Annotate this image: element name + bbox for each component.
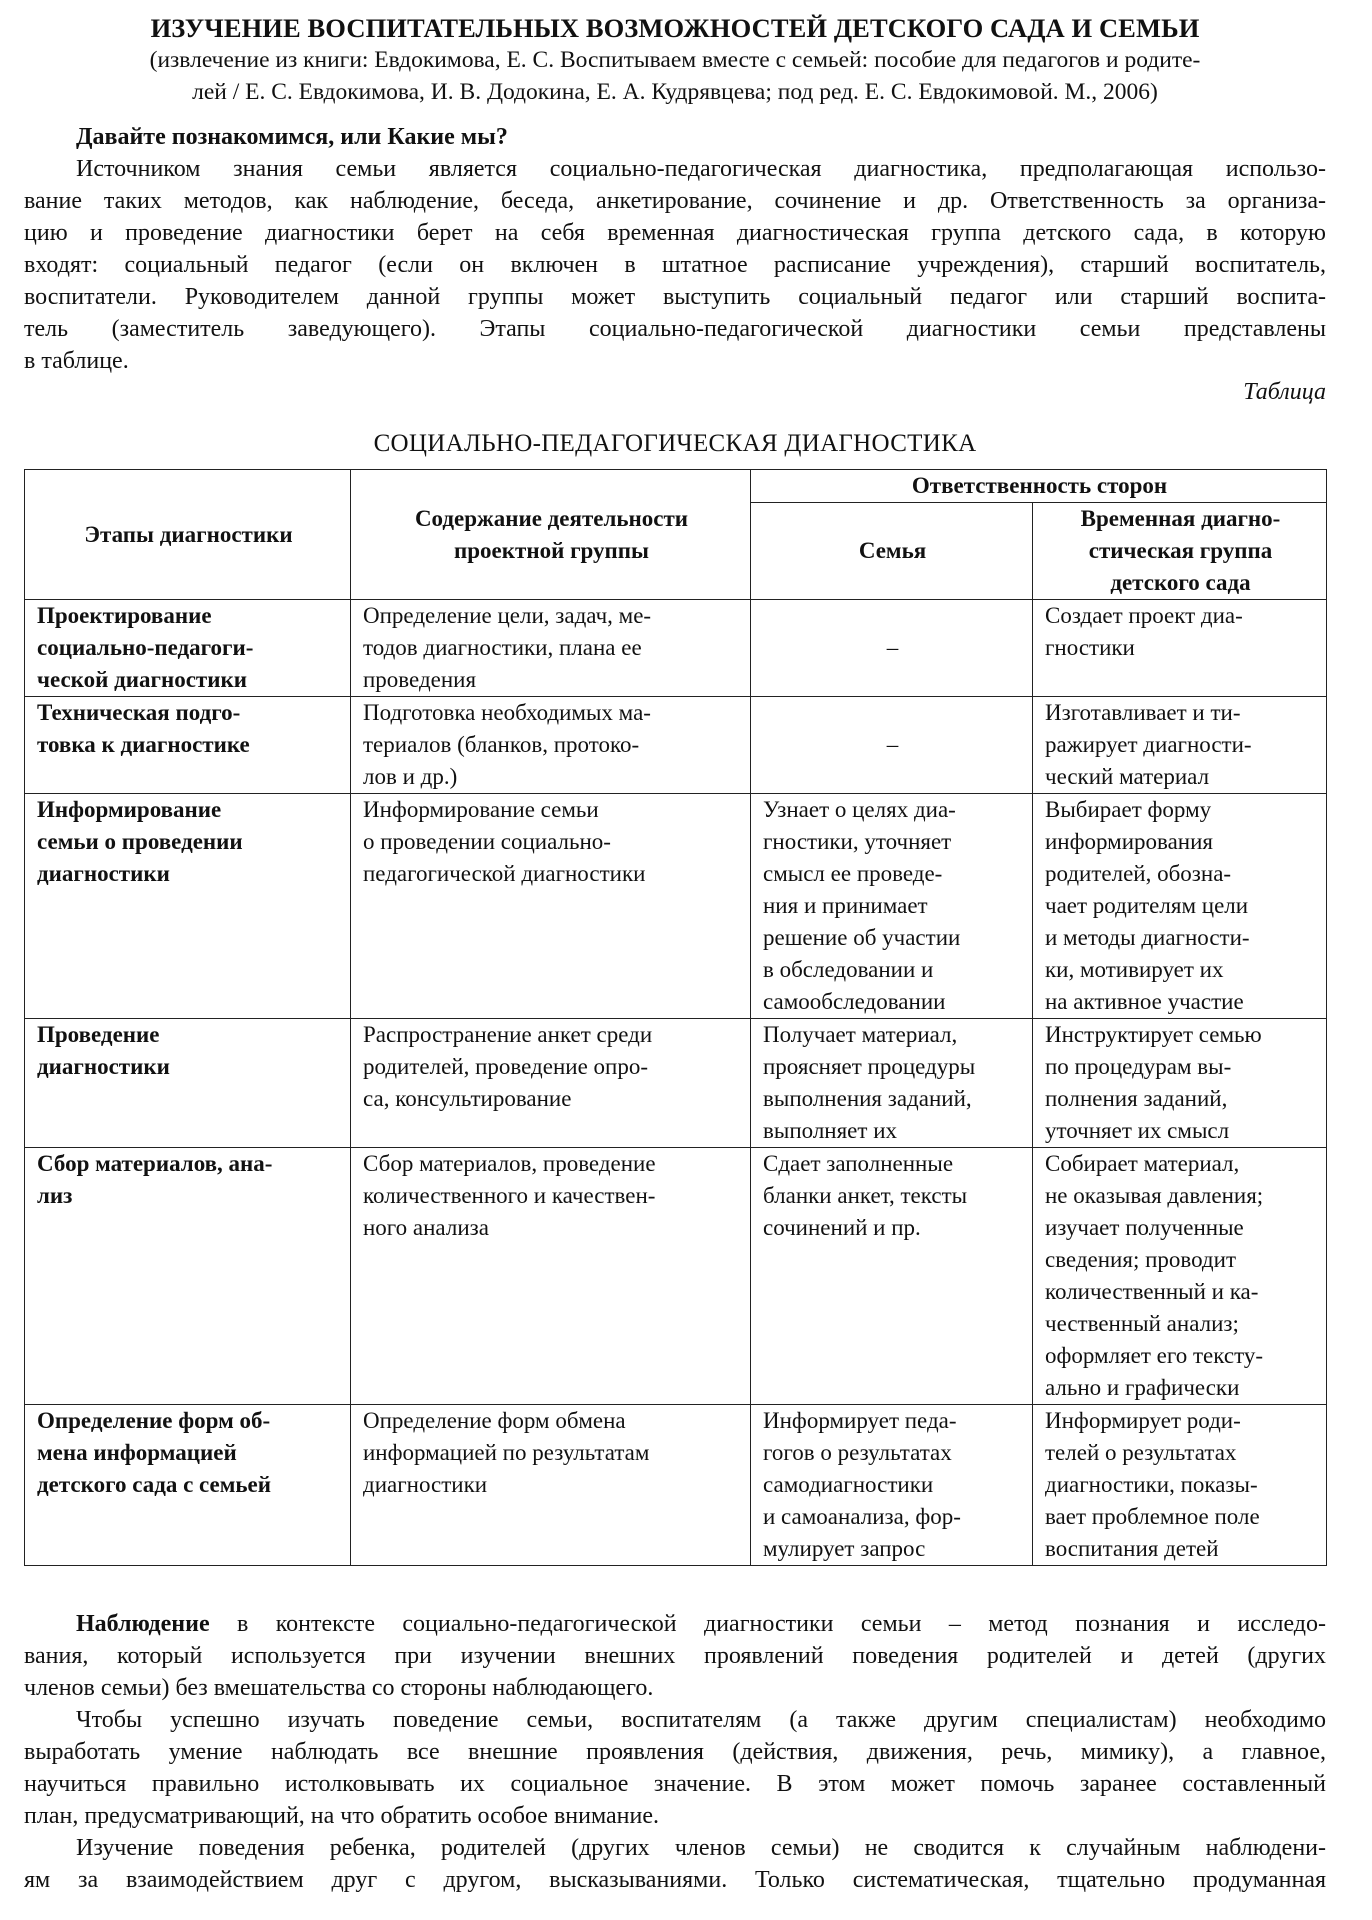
table-label: Таблица — [1243, 379, 1326, 405]
cell-content: Определение форм обмена информацией по результатам диагностики — [351, 1405, 751, 1566]
cell-stage: Проведение диагностики — [25, 1019, 351, 1148]
table-row — [25, 1148, 1327, 1405]
text-line: тель (заместитель заведующего). Этапы социально-педагогической диагностики семьи представлены — [24, 316, 1326, 342]
source-citation — [24, 44, 1326, 108]
header-content: Содержание деятельности проектной группы — [351, 470, 751, 600]
text-line: Наблюдение в контексте социально-педагогической диагностики семьи – метод познания и исследо- — [76, 1611, 1326, 1637]
header-group: Временная диагно- стическая группа детского сада — [1033, 503, 1327, 600]
cell-group: Изготавливает и ти- ражирует диагности- ческий материал — [1033, 697, 1327, 794]
cell-content: Сбор материалов, проведение количественного и качествен- ного анализа — [351, 1148, 751, 1405]
header-stages: Этапы диагностики — [25, 470, 351, 600]
observation-term: Наблюдение — [76, 1611, 210, 1637]
text-line: Источником знания семьи является социально-педагогическая диагностика, предполагающая использо- — [76, 156, 1326, 182]
cell-content: Подготовка необходимых ма- териалов (бланков, протоко- лов и др.) — [351, 697, 751, 794]
diagnostics-table — [24, 469, 1327, 1566]
document-title: ИЗУЧЕНИЕ ВОСПИТАТЕЛЬНЫХ ВОЗМОЖНОСТЕЙ ДЕТСКОГО САДА И СЕМЬИ — [150, 13, 1200, 43]
text-line: план, предусматривающий, на что обратить особое внимание. — [24, 1803, 659, 1829]
text-line: цию и проведение диагностики берет на себя временная диагностическая группа детского сада, в которую — [24, 220, 1326, 246]
cell-content: Определение цели, задач, ме- тодов диагностики, плана ее проведения — [351, 600, 751, 697]
text-line: входят: социальный педагог (если он включен в штатное расписание учреждения), старший воспитатель, — [24, 252, 1326, 278]
cell-family: Сдает заполненные бланки анкет, тексты сочинений и пр. — [751, 1148, 1033, 1405]
cell-stage: Техническая подго- товка к диагностике — [25, 697, 351, 794]
table-row — [25, 697, 1327, 794]
cell-family: Информирует педа- гогов о результатах самодиагностики и самоанализа, фор- мулирует запрос — [751, 1405, 1033, 1566]
text-line: выработать умение наблюдать все внешние проявления (действия, движения, речь, мимику), а главное, — [24, 1739, 1326, 1765]
table-row — [25, 600, 1327, 697]
source-line: лей / Е. С. Евдокимова, И. В. Додокина, Е. А. Кудрявцева; под ред. Е. С. Евдокимовой. М., 2006) — [192, 79, 1158, 105]
cell-stage: Сбор материалов, ана- лиз — [25, 1148, 351, 1405]
text-line: вание таких методов, как наблюдение, беседа, анкетирование, сочинение и др. Ответственность за организа- — [24, 188, 1326, 214]
table-title: СОЦИАЛЬНО-ПЕДАГОГИЧЕСКАЯ ДИАГНОСТИКА — [373, 430, 977, 457]
header-responsibility: Ответственность сторон — [751, 470, 1327, 503]
table-row — [25, 794, 1327, 1019]
document-page — [24, 0, 1326, 1896]
cell-family: Получает материал, проясняет процедуры выполнения заданий, выполняет их — [751, 1019, 1033, 1148]
cell-group: Выбирает форму информирования родителей, обозна- чает родителям цели и методы диагности- ки, мотивирует их на активное участие — [1033, 794, 1327, 1019]
cell-stage: Определение форм об- мена информацией детского сада с семьей — [25, 1405, 351, 1566]
cell-content: Распространение анкет среди родителей, проведение опро- са, консультирование — [351, 1019, 751, 1148]
source-line: (извлечение из книги: Евдокимова, Е. С. Воспитываем вместе с семьей: пособие для педагогов и родите- — [149, 47, 1201, 73]
table-row — [25, 1019, 1327, 1148]
cell-family: – — [751, 697, 1033, 794]
cell-family: – — [751, 600, 1033, 697]
cell-group: Инструктирует семью по процедурам вы- полнения заданий, уточняет их смысл — [1033, 1019, 1327, 1148]
cell-stage: Проектирование социально-педагоги- ческой диагностики — [25, 600, 351, 697]
text-line: воспитатели. Руководителем данной группы может выступить социальный педагог или старший воспита- — [24, 284, 1326, 310]
paragraph-3 — [24, 1832, 1326, 1896]
text-line: в таблице. — [24, 348, 129, 374]
paragraph-2 — [24, 1704, 1326, 1832]
text-line: Чтобы успешно изучать поведение семьи, воспитателям (а также другим специалистам) необходимо — [76, 1707, 1326, 1733]
cell-group: Информирует роди- телей о результатах диагностики, показы- вает проблемное поле воспитания детей — [1033, 1405, 1327, 1566]
text-line: научиться правильно истолковывать их социальное значение. В этом может помочь заранее составленный — [24, 1771, 1326, 1797]
cell-family: Узнает о целях диа- гностики, уточняет смысл ее проведе- ния и принимает решение об участии в обследовании и самообследовании — [751, 794, 1033, 1019]
cell-group: Создает проект диа- гностики — [1033, 600, 1327, 697]
text-line: Изучение поведения ребенка, родителей (других членов семьи) не сводится к случайным наблюдени- — [76, 1835, 1326, 1861]
section-heading: Давайте познакомимся, или Какие мы? — [76, 124, 508, 150]
table-row — [25, 1405, 1327, 1566]
cell-content: Информирование семьи о проведении социально- педагогической диагностики — [351, 794, 751, 1019]
text-line: ям за взаимодействием друг с другом, высказываниями. Только систематическая, тщательно продуманная — [24, 1867, 1326, 1893]
table-body — [25, 600, 1327, 1566]
header-family: Семья — [751, 503, 1033, 600]
text-line: вания, который используется при изучении внешних проявлений поведения родителей и детей (других — [24, 1643, 1326, 1669]
intro-paragraph — [24, 153, 1326, 377]
cell-stage: Информирование семьи о проведении диагностики — [25, 794, 351, 1019]
cell-group: Собирает материал, не оказывая давления; изучает полученные сведения; проводит количественный и ка- чественный анализ; оформляет его тексту- ально и графически — [1033, 1148, 1327, 1405]
observation-paragraph — [24, 1608, 1326, 1704]
text-line: членов семьи) без вмешательства со стороны наблюдающего. — [24, 1675, 654, 1701]
